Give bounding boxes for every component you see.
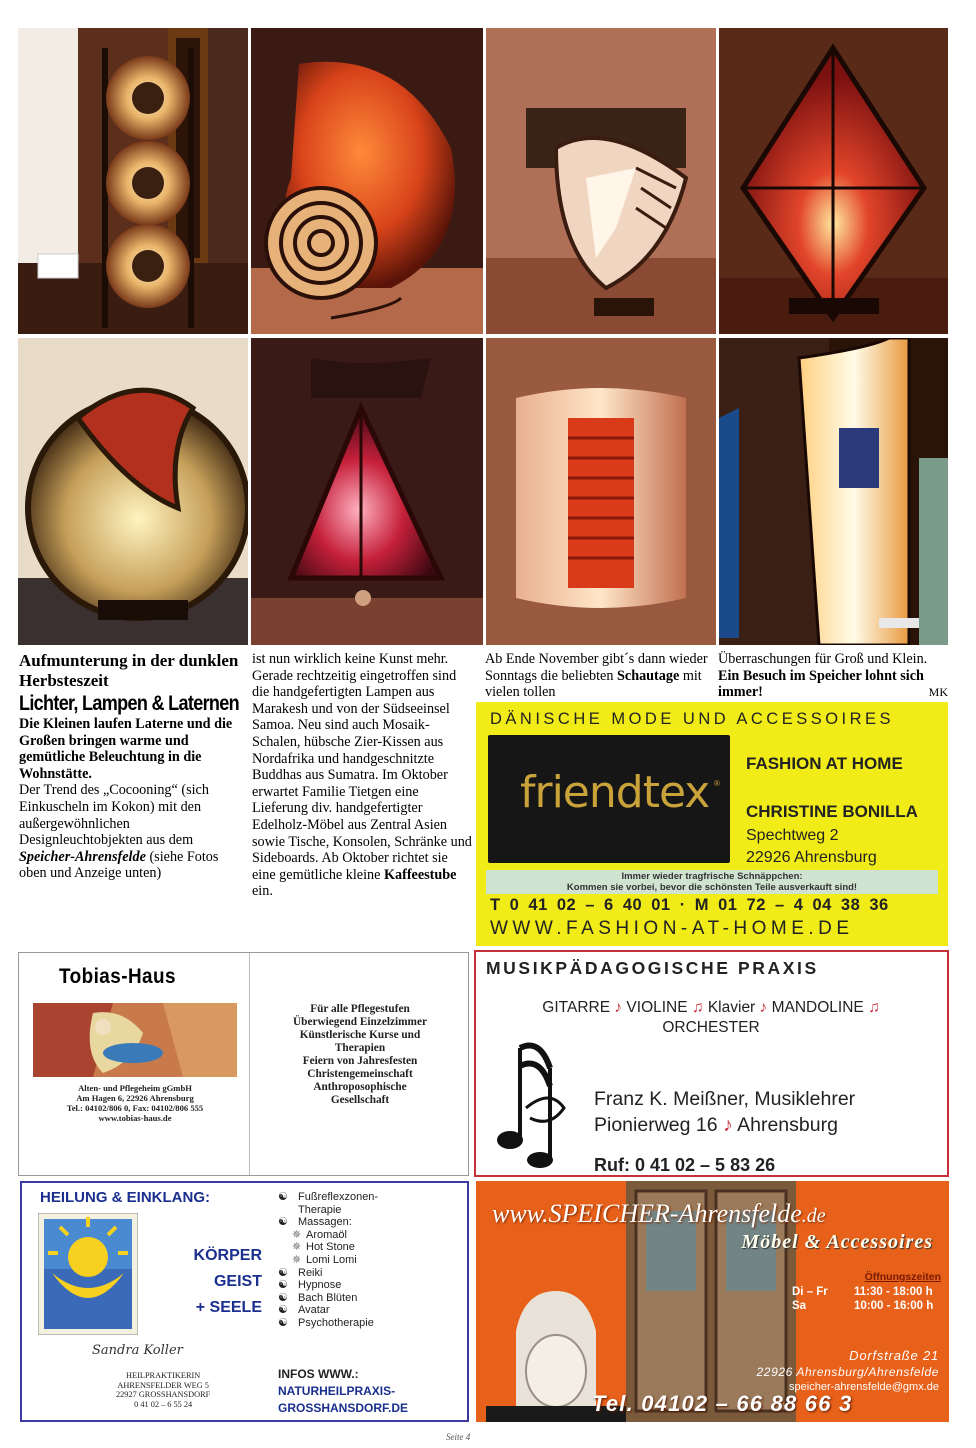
yin-yang-icon: ☯ xyxy=(278,1279,288,1292)
heilung-practice xyxy=(116,1371,210,1409)
tobias-haus-ad xyxy=(18,952,469,1176)
photo-lamp-diamond xyxy=(719,28,948,334)
speicher-url-tld: .de xyxy=(801,1205,826,1227)
hours-row xyxy=(792,1299,934,1313)
musik-instruments xyxy=(496,998,926,1038)
tobias-divider xyxy=(249,953,250,1175)
service-item xyxy=(278,1317,468,1330)
heilung-slogan xyxy=(162,1243,262,1321)
instrument-label: ORCHESTER xyxy=(662,1019,760,1036)
friendtex-address xyxy=(746,825,877,869)
service-label: Bach Blüten xyxy=(298,1291,358,1304)
tobias-mosaic-image xyxy=(33,1003,237,1077)
instrument-label: GITARRE xyxy=(542,999,611,1016)
star-icon: ✵ xyxy=(292,1253,302,1266)
friendtex-tagline: FASHION AT HOME xyxy=(746,754,903,773)
article-body-1: Der Trend des „Cocooning“ (sich Einkuscheln im Kokon) mit den außergewöhnlichen Designleuchtobjekten aus dem Speicher-Ahrensfelde (siehe Fotos oben und Anzeige unten) xyxy=(19,782,219,882)
instrument-label: VIOLINE xyxy=(626,999,688,1016)
friendtex-phone: T 0 41 02 – 6 40 01 · M 01 72 – 4 04 38 36 xyxy=(490,896,889,914)
tobias-feature: Gesellschaft xyxy=(330,1094,390,1106)
music-note-icon: ♪ xyxy=(614,999,623,1016)
music-note-icon: ♫ xyxy=(868,999,880,1016)
friendtex-logo-mark: ® xyxy=(714,779,720,788)
photo-lamp-floor xyxy=(719,338,948,645)
article-col-2 xyxy=(252,651,474,900)
friendtex-website[interactable]: WWW.FASHION-AT-HOME.DE xyxy=(490,918,854,939)
musik-teacher: Franz K. Meißner, Musiklehrer xyxy=(594,1088,856,1110)
service-subitem xyxy=(278,1229,468,1242)
heilung-title: HEILUNG & EINKLANG: xyxy=(40,1189,210,1206)
speicher-hours-label: Öffnungszeiten xyxy=(864,1271,941,1283)
hours-days: Di – Fr xyxy=(792,1286,828,1298)
tobias-address xyxy=(33,1083,237,1123)
speicher-url: www.SPEICHER-Ahrensfelde xyxy=(492,1199,802,1228)
service-label: Aromaöl xyxy=(306,1228,347,1241)
page-number: Seite 4 xyxy=(446,1432,471,1442)
friendtex-ad xyxy=(476,702,948,946)
yin-yang-icon: ☯ xyxy=(278,1266,288,1279)
speicher-email[interactable]: speicher-ahrensfelde@gmx.de xyxy=(789,1381,939,1393)
speicher-subtitle: Möbel & Accessoires xyxy=(741,1231,933,1253)
service-label: Reiki xyxy=(298,1266,323,1279)
instrument-label: Klavier xyxy=(707,999,756,1016)
friendtex-city: 22926 Ahrensburg xyxy=(746,849,877,866)
speicher-hours xyxy=(792,1285,934,1313)
tobias-feature: Feiern von Jahresfesten xyxy=(302,1055,418,1067)
musik-street: Pionierweg 16 xyxy=(594,1114,718,1136)
instrument-label: MANDOLINE xyxy=(771,999,864,1016)
article-body-2: ist nun wirklich keine Kunst mehr. Gerade rechtzeitig eingetroffen sind die handgefertigten Lampen aus Marakesh und von der Südseeinsel Samoa. Neu sind auch Mosaik-Schalen, hübsche Zier-Kissen aus Nordafrika und handgeschnitzte Buddhas aus Sumatra. Im Oktober erwartet Familie Tietgen eine Lieferung div. handgefertigter Edelholz-Möbel aus Zentral Asien sowie Tische, Konsolen, Schränke und Sideboards. Ab Oktober richtet sie eine gemütliche kleine Kaffeestube ein. xyxy=(252,651,472,900)
tobias-addr-line: Tel.: 04102/806 0, Fax: 04102/806 555 xyxy=(66,1103,204,1113)
service-item xyxy=(278,1267,468,1280)
tobias-feature: Überwiegend Einzelzimmer xyxy=(293,1016,427,1028)
service-label: Hot Stone xyxy=(306,1241,355,1254)
tobias-website[interactable]: www.tobias-haus.de xyxy=(98,1113,172,1123)
service-label: Therapie xyxy=(298,1203,342,1216)
service-label: Avatar xyxy=(298,1304,330,1317)
tobias-feature: Anthroposophische xyxy=(313,1081,407,1093)
yin-yang-icon: ☯ xyxy=(278,1191,288,1203)
tobias-addr-line: Alten- und Pflegeheim gGmbH xyxy=(78,1083,192,1093)
article-col-1 xyxy=(19,651,241,882)
photo-lamp-moon-mosaic xyxy=(18,338,248,645)
service-item xyxy=(278,1292,468,1305)
practice-line: 22927 GROSSHANSDORF xyxy=(116,1390,211,1400)
service-item xyxy=(278,1216,468,1229)
service-label: Hypnose xyxy=(298,1279,342,1292)
article-author: MK xyxy=(928,685,948,699)
service-subitem xyxy=(278,1254,468,1267)
slogan-line: + SEELE xyxy=(195,1299,262,1316)
tobias-feature-list xyxy=(251,1003,469,1107)
star-icon: ✵ xyxy=(292,1228,302,1241)
music-note-icon: ♪ xyxy=(723,1114,733,1136)
friendtex-banner: DÄNISCHE MODE UND ACCESSOIRES xyxy=(490,710,895,728)
photo-lamp-curtain xyxy=(486,338,716,645)
hours-time: 10:00 - 16:00 h xyxy=(854,1300,934,1312)
musik-title: MUSIKPÄDAGOGISCHE PRAXIS xyxy=(486,958,819,978)
friendtex-owner: CHRISTINE BONILLA xyxy=(746,802,918,821)
star-icon: ✵ xyxy=(292,1241,302,1254)
tobias-title: Tobias-Haus xyxy=(59,965,176,988)
tobias-feature: Therapien xyxy=(334,1042,386,1054)
tobias-feature: Christengemeinschaft xyxy=(307,1068,413,1080)
friendtex-note-line-1: Immer wieder tragfrische Schnäppchen: xyxy=(621,871,803,882)
article-body-3: Ab Ende November gibt´s dann wieder Sonntags die beliebten Schautage mit vielen tollen xyxy=(485,651,708,701)
heilung-services xyxy=(278,1191,468,1330)
signature: Sandra Koller xyxy=(92,1343,183,1358)
hours-row xyxy=(792,1285,933,1299)
tobias-addr-line: Am Hagen 6, 22926 Ahrensburg xyxy=(76,1093,194,1103)
yin-yang-icon: ☯ xyxy=(278,1316,288,1329)
article-body-4: Überraschungen für Groß und Klein. Ein Besuch im Speicher lohnt sich immer! xyxy=(718,651,928,701)
sun-moon-image xyxy=(38,1213,138,1335)
friendtex-logo-text: friendtex xyxy=(520,767,710,818)
hours-days: Sa xyxy=(792,1300,807,1312)
music-notes-logo-icon xyxy=(490,1038,580,1168)
hours-time: 11:30 - 18:00 h xyxy=(854,1286,933,1298)
article-headline: Aufmunterung in der dunklen Herbsteszeit xyxy=(19,651,239,690)
heilung-info xyxy=(278,1366,408,1417)
musik-praxis-ad xyxy=(474,950,949,1177)
friendtex-street: Spechtweg 2 xyxy=(746,827,839,844)
slogan-line: GEIST xyxy=(213,1273,262,1290)
service-label: Fußreflexzonen- xyxy=(298,1191,379,1203)
speicher-phone: Tel. 04102 – 66 88 66 3 xyxy=(592,1391,853,1416)
photo-lamp-shell xyxy=(486,28,716,334)
musik-contact xyxy=(594,1086,855,1138)
photo-lamp-nautilus xyxy=(251,28,483,334)
tobias-feature: Künstlerische Kurse und xyxy=(299,1029,421,1041)
friendtex-logo xyxy=(488,735,730,863)
article-col-4 xyxy=(718,651,948,701)
photo-lamp-discs xyxy=(18,28,248,334)
service-item xyxy=(278,1204,468,1217)
practice-line: 0 41 02 – 6 55 24 xyxy=(134,1399,193,1409)
musik-address xyxy=(594,1112,855,1138)
service-label: Massagen: xyxy=(298,1216,352,1229)
speicher-ad xyxy=(476,1181,949,1422)
friendtex-note-line-2: Kommen sie vorbei, bevor die schönsten Teile ausverkauft sind! xyxy=(566,882,858,893)
article-title: Lichter, Lampen & Laternen xyxy=(19,692,239,715)
info-label: INFOS WWW.: xyxy=(278,1367,359,1381)
heilung-website-link[interactable]: NATURHEILPRAXIS- xyxy=(278,1384,396,1398)
heilung-website-link[interactable]: GROSSHANSDORF.DE xyxy=(278,1401,409,1415)
photo-lamp-mosaic-triangle xyxy=(251,338,483,645)
yin-yang-icon: ☯ xyxy=(278,1291,288,1304)
service-label: Lomi Lomi xyxy=(306,1253,357,1266)
service-item xyxy=(278,1191,468,1204)
speicher-street: Dorfstraße 21 xyxy=(849,1348,939,1363)
tobias-feature: Für alle Pflegestufen xyxy=(310,1003,410,1015)
musik-city: Ahrensburg xyxy=(737,1114,838,1136)
music-note-icon: ♫ xyxy=(691,999,704,1016)
article-col-3 xyxy=(485,651,710,701)
music-note-icon: ♪ xyxy=(759,999,768,1016)
slogan-line: KÖRPER xyxy=(193,1247,262,1264)
speicher-website[interactable] xyxy=(492,1199,826,1229)
practice-line: AHRENSFELDER WEG 5 xyxy=(117,1380,209,1390)
practice-line: HEILPRAKTIKERIN xyxy=(126,1371,201,1380)
yin-yang-icon: ☯ xyxy=(278,1216,288,1229)
service-item xyxy=(278,1304,468,1317)
service-subitem xyxy=(278,1241,468,1254)
friendtex-note xyxy=(486,870,938,894)
article-lead: Die Kleinen laufen Laterne und die Großen bringen warme und gemütliche Beleuchtung in die Wohnstätte. xyxy=(19,716,233,782)
service-item xyxy=(278,1279,468,1292)
speicher-city: 22926 Ahrensburg/Ahrensfelde xyxy=(756,1365,939,1379)
heilung-ad xyxy=(20,1181,469,1422)
musik-phone: Ruf: 0 41 02 – 5 83 26 xyxy=(594,1155,776,1175)
service-label: Psychotherapie xyxy=(298,1316,374,1329)
yin-yang-icon: ☯ xyxy=(278,1304,288,1317)
